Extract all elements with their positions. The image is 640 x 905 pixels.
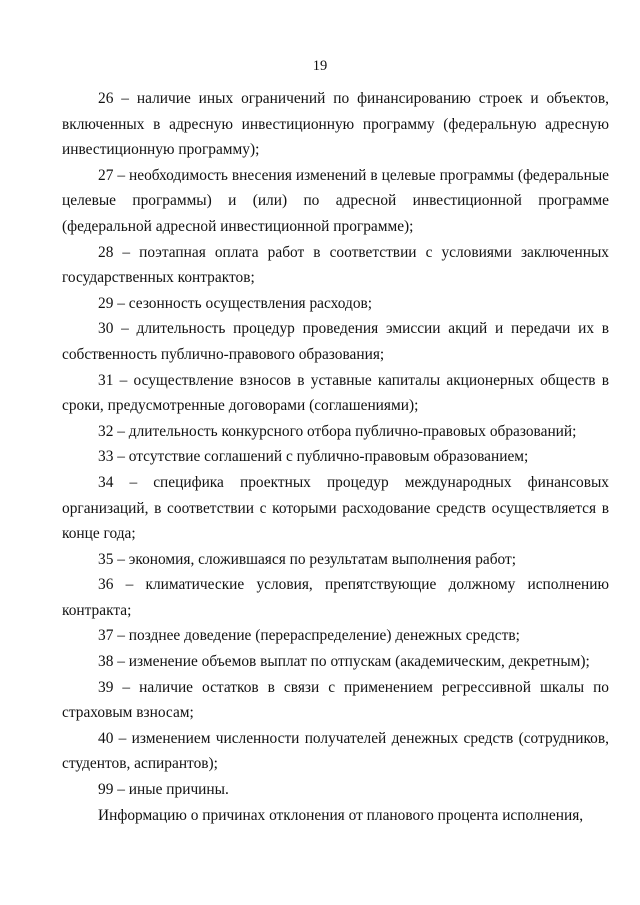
- reason-37-paragraph: 37 – позднее доведение (перераспределение) денежных средств;: [98, 627, 520, 645]
- reason-33-paragraph: 33 – отсутствие соглашений с публично-правовым образованием;: [98, 448, 529, 466]
- reason-35-paragraph: 35 – экономия, сложившаяся по результатам выполнения работ;: [98, 550, 517, 568]
- reason-31-paragraph: 31 – осуществление взносов в уставные капиталы акционерных обществ в сроки, предусмотренные договорами (соглашениями);: [62, 371, 609, 415]
- reason-99-paragraph: 99 – иные причины.: [98, 781, 229, 799]
- reason-34-paragraph: 34 – специфика проектных процедур международных финансовых организаций, в соответствии с которыми расходование средств осуществляется в конце года;: [62, 473, 609, 543]
- reason-29-paragraph: 29 – сезонность осуществления расходов;: [98, 294, 373, 312]
- reason-40-paragraph: 40 – изменением численности получателей денежных средств (сотрудников, студентов, аспирантов);: [62, 729, 609, 773]
- reason-28-paragraph: 28 – поэтапная оплата работ в соответствии с условиями заключенных государственных контрактов;: [62, 243, 609, 287]
- reason-32-paragraph: 32 – длительность конкурсного отбора публично-правовых образований;: [98, 422, 577, 440]
- reason-38-paragraph: 38 – изменение объемов выплат по отпускам (академическим, декретным);: [98, 653, 590, 671]
- page-number: 19: [312, 58, 328, 74]
- reason-27-paragraph: 27 – необходимость внесения изменений в целевые программы (федеральные целевые программы) и (или) по адресной инвестиционной программе (федеральной адресной инвестиционной программе);: [62, 166, 609, 235]
- reason-30-paragraph: 30 – длительность процедур проведения эмиссии акций и передачи их в собственность публично-правового образования;: [62, 320, 609, 363]
- reason-26-paragraph: 26 – наличие иных ограничений по финансированию строек и объектов, включенных в адресную инвестиционную программу (федеральную адресную инвестиционную программу);: [62, 90, 609, 159]
- reason-36-paragraph: 36 – климатические условия, препятствующие должному исполнению контракта;: [62, 576, 609, 619]
- reason-39-paragraph: 39 – наличие остатков в связи с применением регрессивной шкалы по страховым взносам;: [62, 678, 609, 722]
- document-body: [62, 86, 609, 828]
- closing-paragraph: Информацию о причинах отклонения от планового процента исполнения,: [98, 806, 584, 824]
